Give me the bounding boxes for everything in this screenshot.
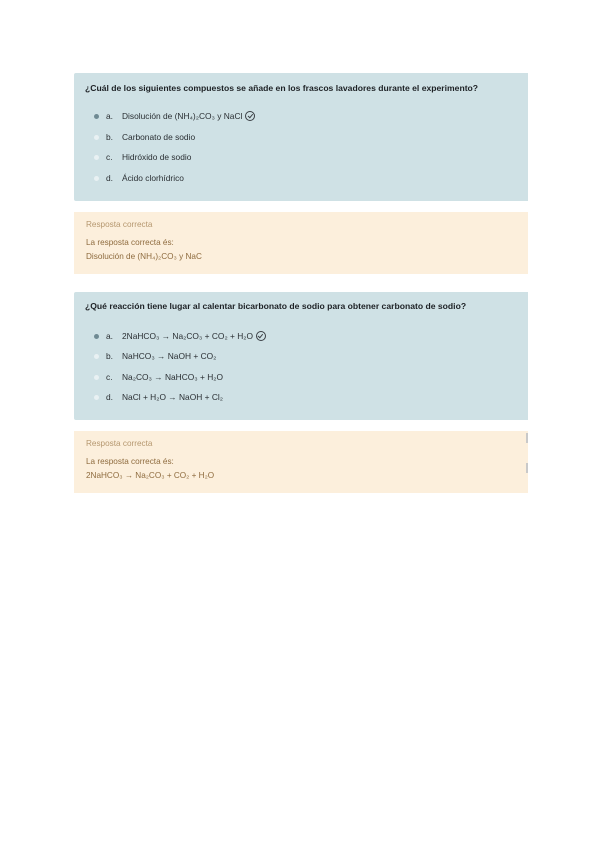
option-b[interactable]	[94, 130, 195, 144]
feedback-answer-label: La resposta correcta és:	[86, 457, 174, 466]
option-text: Disolución de (NH₄)₂CO₃ y NaCl	[122, 111, 243, 121]
radio-empty-icon[interactable]	[94, 395, 99, 400]
radio-selected-icon[interactable]	[94, 114, 99, 119]
option-letter: c.	[106, 152, 113, 162]
radio-empty-icon[interactable]	[94, 176, 99, 181]
option-text: NaCl + H₂O → NaOH + Cl₂	[122, 392, 223, 402]
radio-empty-icon[interactable]	[94, 155, 99, 160]
option-letter: b.	[106, 351, 113, 361]
option-text: Hidróxido de sodio	[122, 152, 192, 162]
option-letter: b.	[106, 132, 113, 142]
question-card-1	[74, 73, 528, 201]
option-letter: a.	[106, 111, 113, 121]
option-d[interactable]	[94, 171, 184, 185]
feedback-card-1	[74, 212, 528, 274]
option-a[interactable]	[94, 329, 266, 343]
feedback-answer: 2NaHCO₃ → Na₂CO₃ + CO₂ + H₂O	[86, 471, 215, 480]
option-text: 2NaHCO₃ → Na₂CO₃ + CO₂ + H₂O	[122, 331, 254, 341]
option-text: Carbonato de sodio	[122, 132, 196, 142]
question-text: ¿Qué reacción tiene lugar al calentar bicarbonato de sodio para obtener carbonato de sodio?	[85, 301, 467, 311]
option-d[interactable]	[94, 390, 223, 404]
radio-empty-icon[interactable]	[94, 375, 99, 380]
option-text: NaHCO₃ → NaOH + CO₂	[122, 351, 217, 361]
option-b[interactable]	[94, 349, 216, 363]
radio-empty-icon[interactable]	[94, 135, 99, 140]
feedback-status: Resposta correcta	[86, 220, 153, 229]
radio-empty-icon[interactable]	[94, 354, 99, 359]
option-a[interactable]	[94, 109, 255, 123]
feedback-answer: Disolución de (NH₄)₂CO₃ y NaC	[86, 252, 202, 261]
check-circle-icon	[256, 331, 266, 341]
scrollbar-mark	[526, 433, 528, 443]
option-c[interactable]	[94, 370, 223, 384]
question-text: ¿Cuál de los siguientes compuestos se añade en los frascos lavadores durante el experimento?	[85, 83, 479, 93]
option-letter: d.	[106, 392, 113, 402]
option-text: Ácido clorhídrico	[122, 173, 184, 183]
feedback-card-2	[74, 431, 528, 493]
feedback-answer-label: La resposta correcta és:	[86, 238, 174, 247]
check-circle-icon	[245, 111, 255, 121]
option-letter: d.	[106, 173, 113, 183]
option-c[interactable]	[94, 150, 191, 164]
radio-selected-icon[interactable]	[94, 334, 99, 339]
scrollbar-mark	[526, 463, 528, 473]
option-letter: c.	[106, 372, 113, 382]
option-letter: a.	[106, 331, 113, 341]
option-text: Na₂CO₃ → NaHCO₃ + H₂O	[122, 372, 224, 382]
feedback-status: Resposta correcta	[86, 439, 153, 448]
question-card-2	[74, 292, 528, 420]
